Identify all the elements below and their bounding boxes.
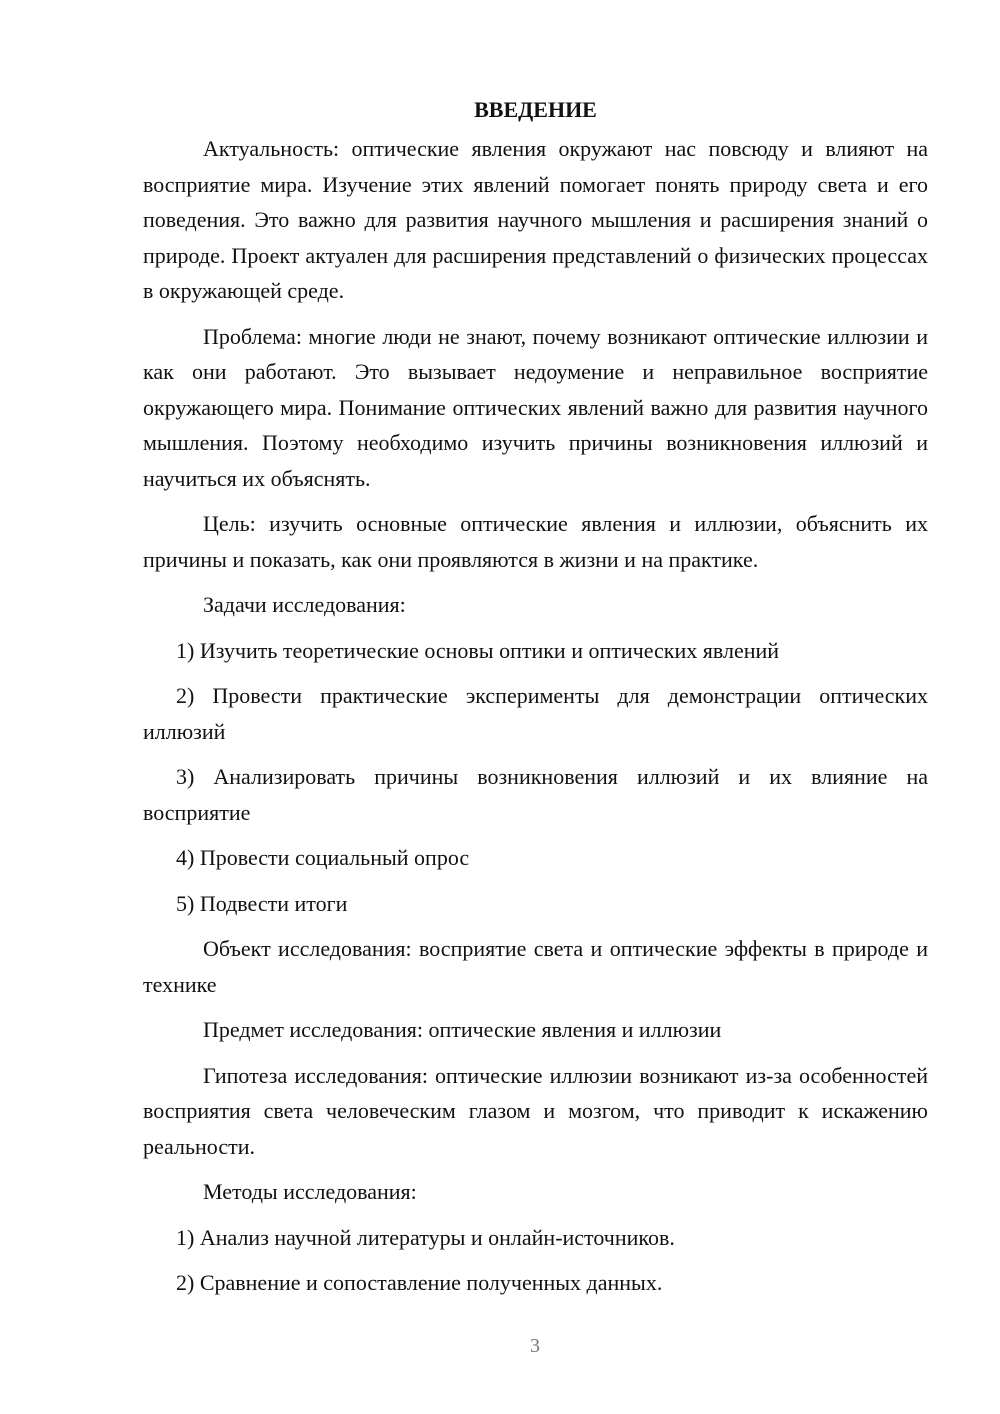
hypothesis-paragraph: Гипотеза исследования: оптические иллюзии возникают из-за особенностей восприятия света человеческим глазом и мозгом, что приводит к искажению реальности. — [143, 1062, 928, 1159]
method-item-1: 1) Анализ научной литературы и онлайн-источников. — [176, 1224, 675, 1250]
methods-heading: Методы исследования: — [203, 1179, 417, 1204]
goal-paragraph: Цель: изучить основные оптические явления и иллюзии, объяснить их причины и показать, как они проявляются в жизни и на практике. — [143, 511, 928, 572]
section-title: ВВЕДЕНИЕ — [474, 97, 597, 122]
tasks-heading: Задачи исследования: — [203, 592, 406, 617]
problem-paragraph: Проблема: многие люди не знают, почему возникают оптические иллюзии и как они работают. Это вызывает недоумение и неправильное восприятие окружающего мира. Понимание оптических явлений важно для развития научного мышления. Поэтому необходимо изучить причины возникновения иллюзий и научиться их объяснять. — [143, 323, 928, 491]
task-item-2: 2) Провести практические эксперименты для демонстрации оптических иллюзий — [143, 683, 928, 744]
task-item-4: 4) Провести социальный опрос — [176, 845, 470, 870]
task-item-3: 3) Анализировать причины возникновения иллюзий и их влияние на восприятие — [143, 764, 928, 825]
task-item-5: 5) Подвести итоги — [176, 890, 348, 916]
document-body — [143, 92, 928, 1311]
page-number: 3 — [530, 1335, 540, 1357]
subject-paragraph: Предмет исследования: оптические явления и иллюзии — [203, 1017, 722, 1042]
relevance-paragraph: Актуальность: оптические явления окружают нас повсюду и влияют на восприятие мира. Изучение этих явлений помогает понять природу света и его поведения. Это важно для развития научного мышления и расширения знаний о природе. Проект актуален для расширения представлений о физических процессах в окружающей среде. — [143, 136, 928, 303]
task-item-1: 1) Изучить теоретические основы оптики и оптических явлений — [176, 637, 780, 663]
method-item-2: 2) Сравнение и сопоставление полученных данных. — [176, 1270, 663, 1295]
object-paragraph: Объект исследования: восприятие света и оптические эффекты в природе и технике — [143, 936, 928, 997]
